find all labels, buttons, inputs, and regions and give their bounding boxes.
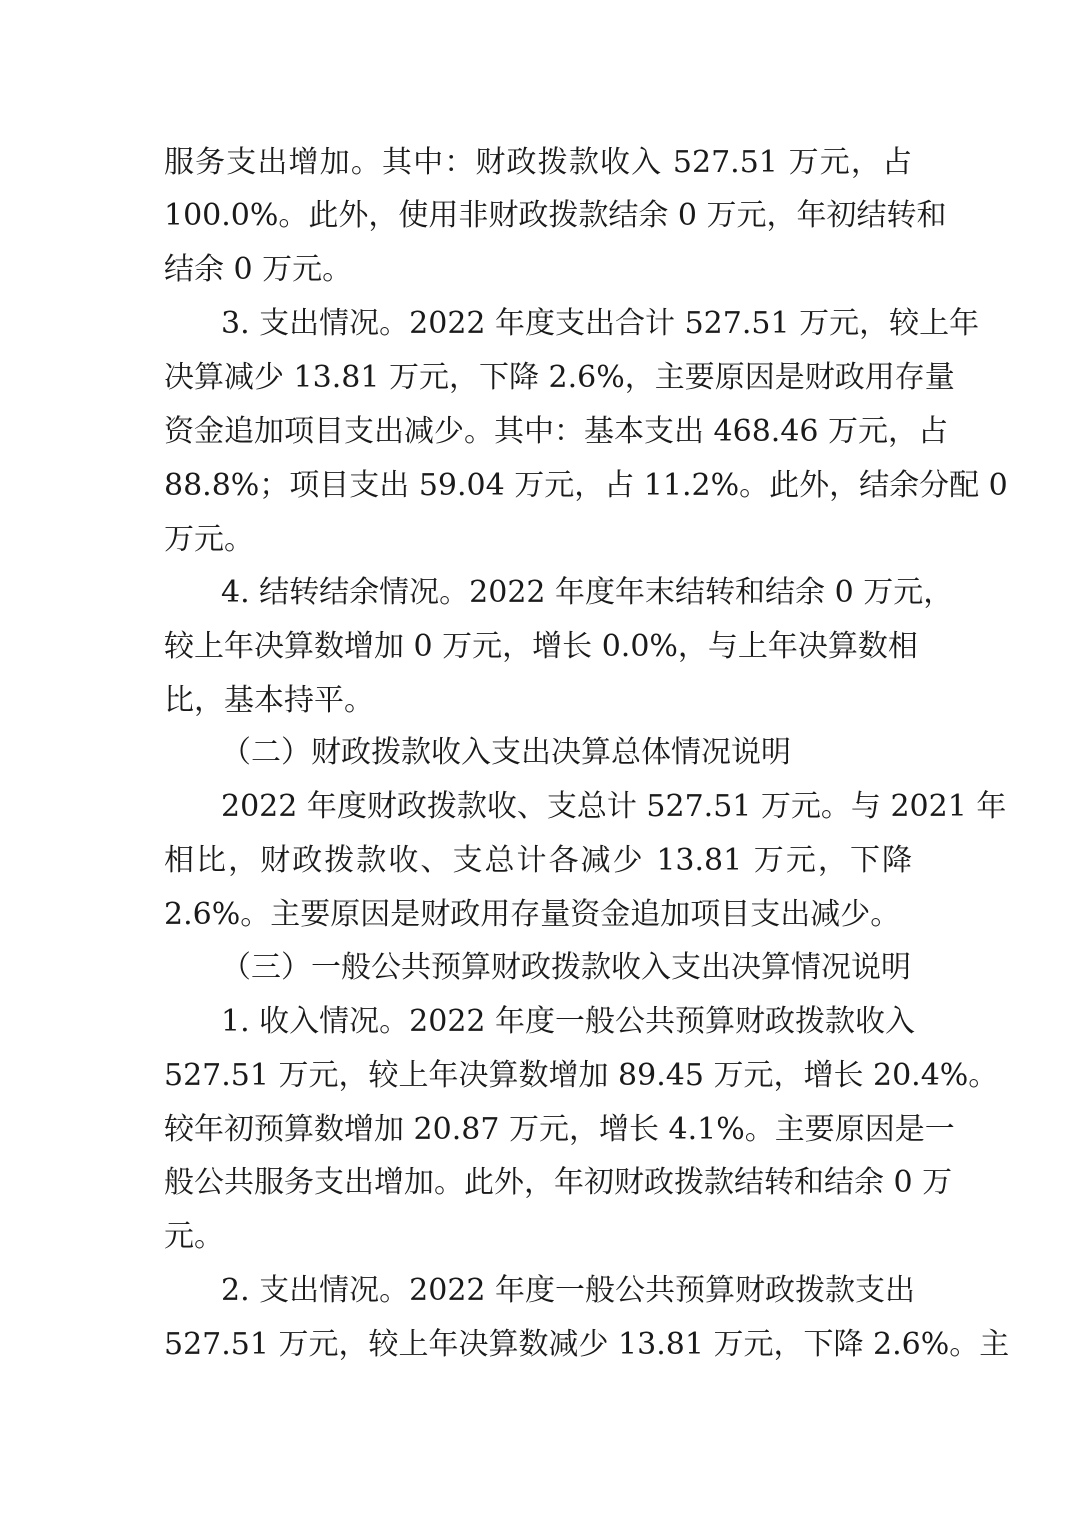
text-line: 服务支出增加。其中：财政拨款收入 527.51 万元，占: [164, 145, 912, 180]
text-line: 2.6%。主要原因是财政用存量资金追加项目支出减少。: [164, 897, 901, 932]
text-line: 2. 支出情况。2022 年度一般公共预算财政拨款支出: [221, 1273, 916, 1308]
text-line: 元。: [164, 1219, 224, 1254]
text-line: 3. 支出情况。2022 年度支出合计 527.51 万元，较上年: [221, 306, 980, 341]
text-line: 相比，财政拨款收、支总计各减少 13.81 万元，下降: [164, 843, 912, 878]
text-line: 2022 年度财政拨款收、支总计 527.51 万元。与 2021 年: [221, 789, 1007, 824]
text-line: 1. 收入情况。2022 年度一般公共预算财政拨款收入: [221, 1004, 916, 1039]
text-line: 4. 结转结余情况。2022 年度年末结转和结余 0 万元，: [221, 575, 954, 610]
section-heading: （二）财政拨款收入支出决算总体情况说明: [221, 735, 791, 770]
text-line: 较上年决算数增加 0 万元，增长 0.0%，与上年决算数相: [164, 629, 918, 664]
text-line: 万元。: [164, 522, 254, 557]
text-line: 结余 0 万元。: [164, 252, 353, 287]
section-heading: （三）一般公共预算财政拨款收入支出决算情况说明: [221, 950, 911, 985]
text-line: 较年初预算数增加 20.87 万元，增长 4.1%。主要原因是一: [164, 1112, 955, 1147]
text-line: 比，基本持平。: [164, 683, 374, 718]
text-line: 527.51 万元，较上年决算数减少 13.81 万元，下降 2.6%。主: [164, 1327, 1010, 1362]
text-line: 88.8%；项目支出 59.04 万元，占 11.2%。此外，结余分配 0: [164, 468, 1008, 503]
text-line: 100.0%。此外，使用非财政拨款结余 0 万元，年初结转和: [164, 198, 947, 233]
text-line: 决算减少 13.81 万元，下降 2.6%，主要原因是财政用存量: [164, 360, 955, 395]
text-line: 般公共服务支出增加。此外，年初财政拨款结转和结余 0 万: [164, 1165, 953, 1200]
text-line: 527.51 万元，较上年决算数增加 89.45 万元，增长 20.4%。: [164, 1058, 999, 1093]
text-line: 资金追加项目支出减少。其中：基本支出 468.46 万元，占: [164, 414, 949, 449]
